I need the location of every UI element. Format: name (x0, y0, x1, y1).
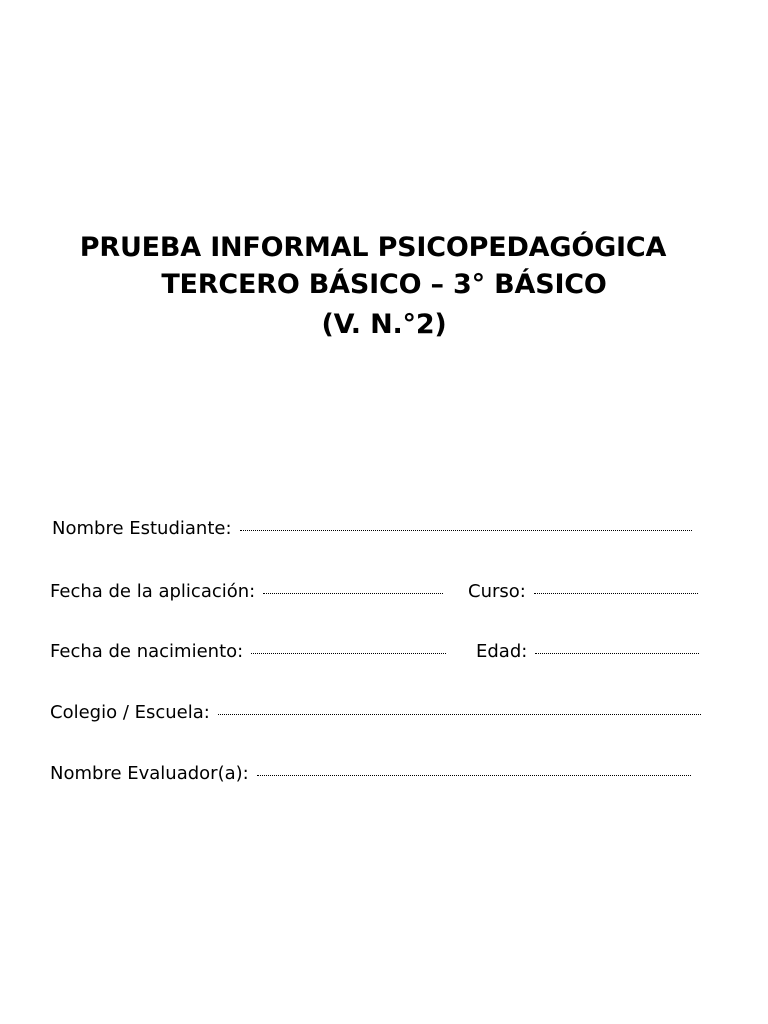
student-name-label: Nombre Estudiante: (52, 518, 232, 539)
evaluator-name-row (50, 762, 691, 786)
evaluator-name-label: Nombre Evaluador(a): (50, 763, 249, 784)
age-row (476, 640, 699, 664)
school-field[interactable] (218, 714, 701, 715)
birth-date-field[interactable] (251, 653, 446, 654)
evaluator-name-field[interactable] (257, 775, 691, 776)
title-line-3: (V. N.°2) (321, 309, 447, 340)
school-row (50, 701, 701, 725)
school-label: Colegio / Escuela: (50, 702, 210, 723)
age-field[interactable] (535, 653, 699, 654)
birth-date-row (50, 640, 446, 664)
title-line-2: TERCERO BÁSICO – 3° BÁSICO (161, 269, 607, 300)
application-date-field[interactable] (263, 593, 443, 594)
course-field[interactable] (534, 593, 698, 594)
birth-date-label: Fecha de nacimiento: (50, 641, 244, 662)
document-title (0, 230, 768, 343)
course-row (468, 580, 698, 604)
student-name-field[interactable] (240, 530, 692, 531)
student-name-row (52, 517, 692, 541)
course-label: Curso: (468, 581, 526, 602)
application-date-row (50, 580, 443, 604)
title-line-1: PRUEBA INFORMAL PSICOPEDAGÓGICA (79, 232, 667, 263)
age-label: Edad: (476, 641, 528, 662)
application-date-label: Fecha de la aplicación: (50, 581, 256, 602)
